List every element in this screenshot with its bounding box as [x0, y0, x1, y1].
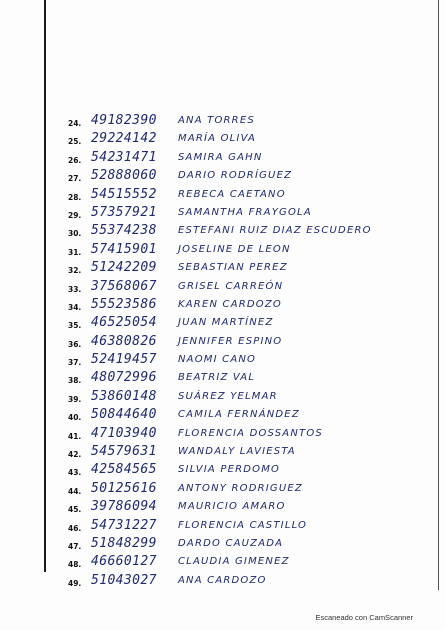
person-name: ANTONY RODRIGUEZ	[178, 482, 303, 494]
list-item	[48, 297, 428, 315]
person-name: JENNIFER ESPINO	[178, 335, 283, 347]
list-item	[48, 242, 428, 260]
id-number: 39786094	[91, 499, 157, 515]
list-item	[48, 536, 428, 554]
person-name: REBECA CAETANO	[178, 188, 286, 200]
row-number: 30.	[68, 229, 82, 239]
person-name: ANA TORRES	[178, 115, 255, 126]
person-name: SAMANTHA FRAYGOLA	[178, 206, 312, 218]
row-number: 47.	[68, 541, 82, 551]
row-number: 27.	[68, 174, 82, 184]
id-number: 55523586	[91, 296, 157, 312]
row-number: 29.	[68, 210, 82, 220]
id-number: 46660127	[91, 554, 157, 570]
row-number: 49.	[68, 578, 82, 588]
list-item	[48, 499, 428, 517]
list-item	[48, 352, 428, 370]
person-name: MARÍA OLIVA	[178, 133, 256, 145]
id-number: 57357921	[91, 204, 157, 220]
person-name: ESTEFANI RUIZ DIAZ ESCUDERO	[178, 225, 372, 237]
id-number: 54515552	[91, 186, 157, 202]
id-number: 54579631	[91, 444, 157, 460]
list-item	[48, 113, 428, 131]
list-item	[48, 426, 428, 444]
row-number: 43.	[68, 468, 82, 478]
id-number: 54731227	[91, 517, 157, 533]
row-number: 35.	[68, 321, 82, 331]
row-number: 28.	[68, 192, 82, 202]
id-number: 53860148	[91, 388, 157, 404]
id-number: 46525054	[91, 315, 157, 331]
list-item	[48, 279, 428, 297]
id-number: 54231471	[91, 149, 157, 165]
list-item	[48, 187, 428, 205]
id-number: 57415901	[91, 241, 157, 257]
row-number: 24.	[68, 119, 82, 128]
person-name: CLAUDIA GIMENEZ	[178, 556, 290, 568]
id-number: 55374238	[91, 223, 157, 239]
id-number: 52888060	[91, 168, 157, 184]
id-number: 47103940	[91, 425, 157, 441]
list-item	[48, 573, 428, 591]
list-item	[48, 444, 428, 462]
list-item	[48, 518, 428, 536]
person-name: SAMIRA GAHN	[178, 151, 263, 163]
id-number: 51848299	[91, 535, 157, 551]
person-name: DARDO CAUZADA	[178, 537, 284, 549]
list-item	[48, 223, 428, 241]
list-item	[48, 334, 428, 352]
row-number: 36.	[68, 339, 82, 349]
list-item	[48, 407, 428, 425]
list-item	[48, 260, 428, 278]
list-item	[48, 481, 428, 499]
person-name: DARIO RODRÍGUEZ	[178, 170, 293, 182]
list-item	[48, 168, 428, 186]
person-name: SUÁREZ YELMAR	[178, 390, 278, 402]
name-list	[48, 113, 428, 591]
person-name: FLORENCIA CASTILLO	[178, 519, 308, 531]
person-name: MAURICIO AMARO	[178, 501, 286, 513]
id-number: 50844640	[91, 407, 157, 423]
person-name: WANDALY LAVIESTA	[178, 446, 296, 458]
person-name: SILVIA PERDOMO	[178, 464, 281, 476]
list-item	[48, 462, 428, 480]
id-number: 46380826	[91, 333, 157, 349]
person-name: SEBASTIAN PEREZ	[178, 262, 288, 274]
id-number: 51043027	[91, 572, 157, 588]
row-number: 32.	[68, 266, 82, 276]
row-number: 48.	[68, 560, 82, 570]
left-margin-line	[44, 0, 46, 572]
person-name: GRISEL CARREÓN	[178, 280, 284, 292]
row-number: 34.	[68, 302, 82, 312]
id-number: 37568067	[91, 278, 157, 294]
person-name: JUAN MARTÍNEZ	[178, 317, 274, 329]
scanner-watermark: Escaneado con CamScanner	[315, 613, 413, 622]
id-number: 48072996	[91, 370, 157, 386]
row-number: 44.	[68, 486, 82, 496]
id-number: 29224142	[91, 131, 157, 147]
row-number: 41.	[68, 431, 82, 441]
list-item	[48, 554, 428, 572]
id-number: 50125616	[91, 480, 157, 496]
list-item	[48, 370, 428, 388]
id-number: 52419457	[91, 352, 157, 368]
row-number: 33.	[68, 284, 82, 294]
row-number: 31.	[68, 247, 82, 257]
row-number: 37.	[68, 358, 82, 368]
row-number: 42.	[68, 450, 82, 460]
right-page-edge	[438, 0, 439, 590]
list-item	[48, 150, 428, 168]
row-number: 25.	[68, 137, 82, 147]
list-item	[48, 131, 428, 149]
id-number: 51242209	[91, 260, 157, 276]
person-name: FLORENCIA DOSSANTOS	[178, 427, 323, 439]
person-name: NAOMI CANO	[178, 354, 257, 366]
row-number: 45.	[68, 505, 82, 515]
person-name: BEATRIZ VAL	[178, 372, 256, 384]
list-item	[48, 389, 428, 407]
person-name: CAMILA FERNÁNDEZ	[178, 409, 300, 421]
id-number: 42584565	[91, 462, 157, 478]
row-number: 40.	[68, 413, 82, 423]
row-number: 26.	[68, 155, 82, 165]
list-item	[48, 205, 428, 223]
row-number: 46.	[68, 523, 82, 533]
person-name: ANA CARDOZO	[178, 574, 267, 586]
list-item	[48, 315, 428, 333]
person-name: JOSELINE DE LEON	[178, 243, 291, 255]
person-name: KAREN CARDOZO	[178, 298, 282, 310]
row-number: 39.	[68, 394, 82, 404]
row-number: 38.	[68, 376, 82, 386]
id-number: 49182390	[91, 113, 157, 128]
